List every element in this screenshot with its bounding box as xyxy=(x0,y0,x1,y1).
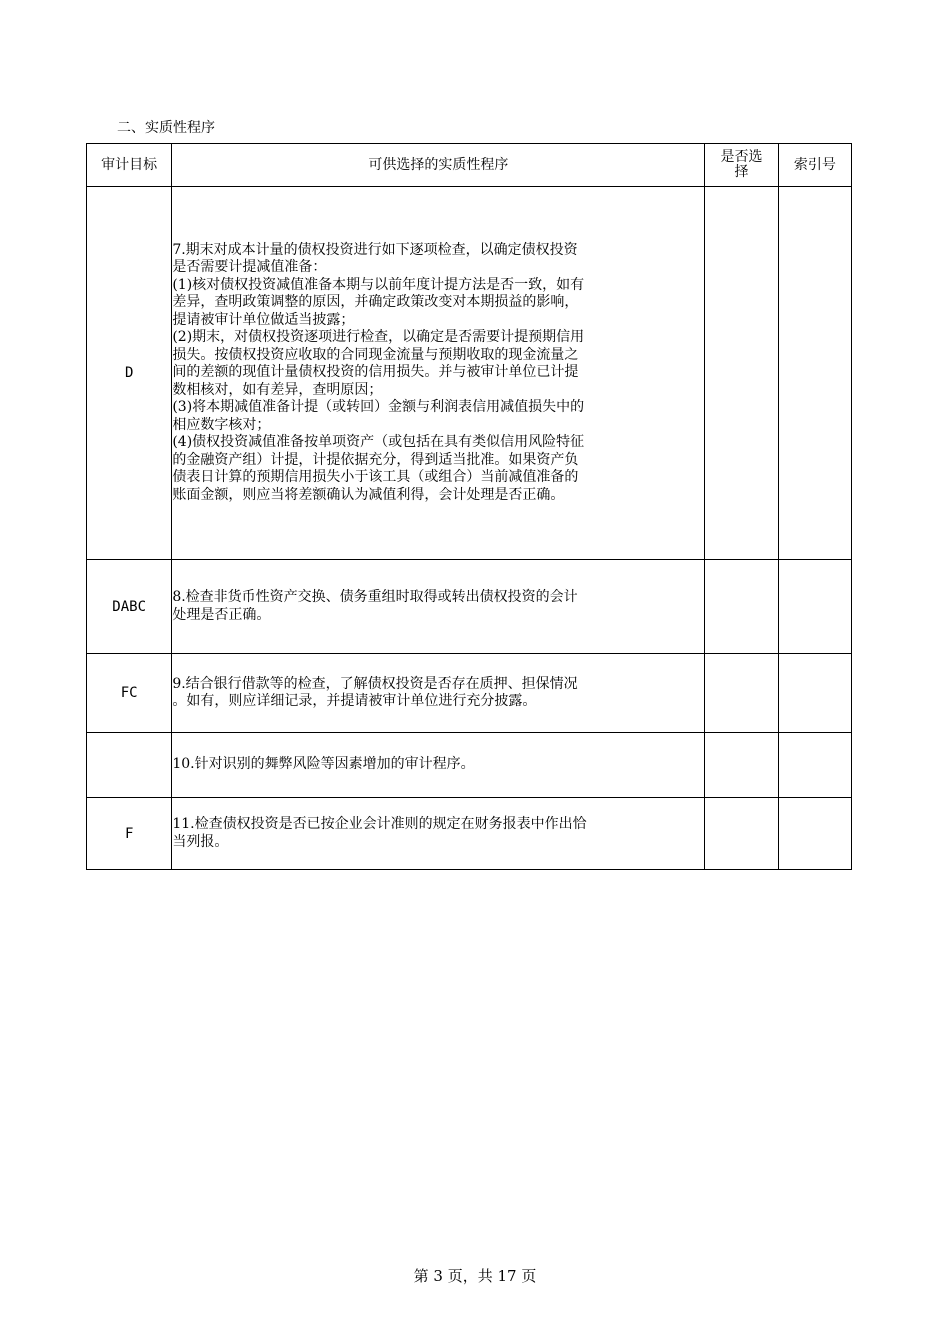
procedure-line: 数相核对，如有差异，查明原因； xyxy=(172,381,383,398)
procedure-line: (3)将本期减值准备计提（或转回）金额与利润表信用减值损失中的 xyxy=(172,399,585,416)
header-selected-line2: 择 xyxy=(734,164,749,180)
procedure-line: 处理是否正确。 xyxy=(172,606,271,623)
procedure-cell xyxy=(172,560,705,654)
procedure-cell xyxy=(172,654,705,733)
procedures-table xyxy=(86,143,852,870)
selected-cell[interactable] xyxy=(705,654,778,733)
table-row xyxy=(87,733,852,798)
audit-goal-cell: D xyxy=(87,187,172,560)
index-cell[interactable] xyxy=(778,187,851,560)
header-index: 索引号 xyxy=(778,144,851,187)
header-selected xyxy=(705,144,778,187)
header-selected-line1: 是否选 xyxy=(720,149,763,165)
procedure-line: 间的差额的现值计量债权投资的信用损失。并与被审计单位已计提 xyxy=(172,364,579,381)
procedure-line: 的金融资产组）计提，计提依据充分，得到适当批准。如果资产负 xyxy=(172,451,579,468)
index-cell[interactable] xyxy=(778,733,851,798)
table-row xyxy=(87,187,852,560)
table-row xyxy=(87,654,852,733)
procedure-line: 账面金额，则应当将差额确认为减值利得，会计处理是否正确。 xyxy=(172,486,565,503)
index-cell[interactable] xyxy=(778,560,851,654)
procedure-line: 11.检查债权投资是否已按企业会计准则的规定在财务报表中作出恰 xyxy=(172,816,587,832)
audit-goal-cell: DABC xyxy=(87,560,172,654)
header-procedure: 可供选择的实质性程序 xyxy=(172,144,705,187)
header-audit-goal: 审计目标 xyxy=(87,144,172,187)
table-row xyxy=(87,560,852,654)
selected-cell[interactable] xyxy=(705,187,778,560)
procedure-line: 8.检查非货币性资产交换、债务重组时取得或转出债权投资的会计 xyxy=(172,589,578,605)
audit-goal-cell: F xyxy=(87,798,172,870)
procedure-line: 9.结合银行借款等的检查，了解债权投资是否存在质押、担保情况 xyxy=(172,675,578,692)
procedure-cell xyxy=(172,733,705,798)
procedure-cell xyxy=(172,798,705,870)
procedure-line: 7.期末对成本计量的债权投资进行如下逐项检查，以确定债权投资 xyxy=(172,241,578,258)
procedure-line: 。如有，则应详细记录，并提请被审计单位进行充分披露。 xyxy=(172,693,537,709)
procedure-line: 损失。按债权投资应收取的合同现金流量与预期收取的现金流量之 xyxy=(172,346,579,363)
procedure-line: 提请被审计单位做适当披露； xyxy=(172,311,355,328)
procedure-line: (4)债权投资减值准备按单项资产（或包括在具有类似信用风险特征 xyxy=(172,434,585,451)
procedure-line: (2)期末，对债权投资逐项进行检查，以确定是否需要计提预期信用 xyxy=(172,329,585,346)
page-footer: 第 3 页，共 17 页 xyxy=(413,1267,537,1285)
section-title: 二、实质性程序 xyxy=(117,120,215,136)
selected-cell[interactable] xyxy=(705,798,778,870)
selected-cell[interactable] xyxy=(705,733,778,798)
procedure-line: 债表日计算的预期信用损失小于该工具（或组合）当前减值准备的 xyxy=(172,469,579,486)
selected-cell[interactable] xyxy=(705,560,778,654)
audit-goal-cell xyxy=(87,733,172,798)
procedure-line: 是否需要计提减值准备： xyxy=(172,259,327,276)
index-cell[interactable] xyxy=(778,654,851,733)
procedure-line: 当列报。 xyxy=(172,833,229,850)
procedure-line: 差异，查明政策调整的原因，并确定政策改变对本期损益的影响， xyxy=(172,294,579,311)
audit-goal-cell: FC xyxy=(87,654,172,733)
procedure-line: 相应数字核对； xyxy=(172,416,271,433)
procedure-line: (1)核对债权投资减值准备本期与以前年度计提方法是否一致，如有 xyxy=(172,276,585,293)
procedure-cell xyxy=(172,187,705,560)
table-header-row xyxy=(87,144,852,187)
table-row xyxy=(87,798,852,870)
procedure-line: 10.针对识别的舞弊风险等因素增加的审计程序。 xyxy=(172,756,475,773)
index-cell[interactable] xyxy=(778,798,851,870)
